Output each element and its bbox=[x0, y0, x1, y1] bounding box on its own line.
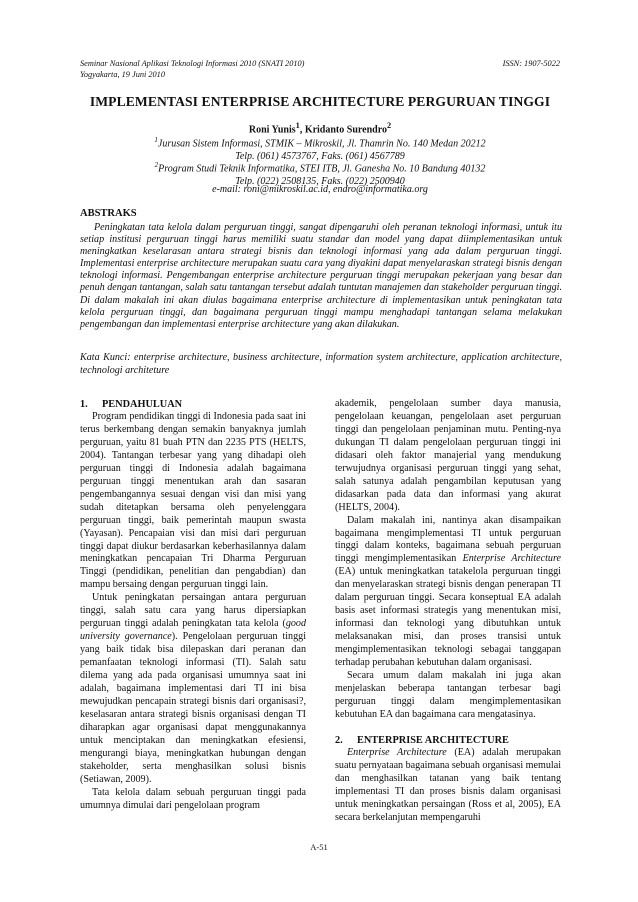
affiliation-contact: Telp. (022) 2508135, Faks. (022) 2500940 bbox=[235, 175, 405, 187]
paragraph bbox=[335, 747, 561, 825]
paragraph: Program pendidikan tinggi di Indonesia pada saat ini terus berkembang dengan semakin banyaknya jumlah perguruan, yaitu 81 buah PTN dan 2235 PTS (HELTS, 2004). Tantangan terbesar yang yang dihadapi oleh perguruan tinggi di Indonesia adalah bagaimana perguruan tinggi menentukan arah dan sasaran pengembangannya sesuai dengan visi dan misi yang sudah ditetapkan bersama oleh penyelenggara perguruan tinggi, baik pemerintah maupun swasta (Yayasan). Pencapaian visi dan misi dari perguruan tinggi dapat diukur berdasarkan keberhasilannya dalam meningkatkan pencapaian Tri Dharma Perguruan Tinggi (pendidikan, penelitian dan pengabdian) dan mampu bersaing dengan perguruan tinggi lain. bbox=[80, 411, 306, 591]
affiliation-mark: 1 bbox=[154, 136, 158, 144]
section-title: PENDAHULUAN bbox=[102, 399, 183, 410]
paragraph: Tata kelola dalam sebuah perguruan tinggi pada umumnya dimulai dari pengelolaan program bbox=[80, 786, 306, 811]
paragraph bbox=[80, 592, 306, 786]
issn: ISSN: 1907-5022 bbox=[502, 59, 560, 68]
paper-title: IMPLEMENTASI ENTERPRISE ARCHITECTURE PERGURUAN TINGGI bbox=[89, 94, 551, 109]
running-header bbox=[80, 58, 560, 80]
section-number: 2. bbox=[335, 734, 343, 746]
emphasis: good university governance bbox=[80, 618, 306, 643]
abstract-text: Peningkatan tata kelola dalam perguruan tinggi, sangat dipengaruhi oleh peranan teknologi informasi, untuk itu setiap institusi perguruan tinggi harus memiliki suatu standar dan model yang dapat diimplementasikan untuk meningkatkan keselarasan antara strategi bisnis dan teknologi informasi yang ada dalam perguruan tinggi. Implementasi enterprise architecture merupakan suatu cara yang diyakini dapat menyelaraskan strategi bisnis dengan teknologi informasi. Pengembangan enterprise architecture perguruan tinggi merupakan pekerjaan yang besar dan penuh dengan tantangan, salah satu tantangan tersebut adalah tuntutan manajemen dan stakeholder perguruan tinggi. Di dalam makalah ini akan diulas bagaimana enterprise architecture di implementasikan untuk peningkatan tata kelola perguruan tinggi, dan bagaimana perguruan tinggi mampu menghadapi tantangan selama melakukan pengembangan dan implementasi enterprise architecture yang akan dilakukan. bbox=[80, 222, 562, 330]
column-right bbox=[335, 398, 561, 825]
author-name: Roni Yunis bbox=[248, 124, 296, 136]
author-email: e-mail: roni@mikroskil.ac.id, endro@informatika.org bbox=[212, 184, 428, 195]
paragraph-text: (EA) untuk meningkatkan tatakelola perguruan tinggi dan menyelaraskan strategi bisnis dengan penerapan TI dalam perguruan tinggi. Secara konseptual EA adalah basis aset informasi strategis yang menentukan misi, informasi dan teknologi yang dibutuhkan untuk melaksanakan misi, dan proses transisi untuk mengimplementasikan teknologi sebagai tanggapan terhadap perubahan kebutuhan dalam organisasi. bbox=[335, 566, 561, 669]
paragraph-text: (EA) adalah merupakan suatu pernyataan bagaimana sebuah organisasi memulai dan menghasilkan tatanan yang baik tentang implementasi TI dan proses bisnis dalam organisasi untuk meningkatkan persaingan (Ross et al, 2005), EA secara berkelanjutan mempengaruhi bbox=[335, 746, 562, 823]
emphasis: Enterprise Architecture bbox=[462, 553, 562, 565]
section-number: 1. bbox=[80, 399, 88, 410]
paragraph-text: Dalam makalah ini, nantinya akan disampaikan bagaimana mengimplementasi TI untuk perguruan tinggi dalam konteks, bagaimana sebuah perguruan tinggi mengimplementasikan bbox=[335, 514, 561, 565]
conference-location-date: Yogyakarta, 19 Juni 2010 bbox=[80, 70, 165, 79]
section-heading bbox=[335, 734, 561, 747]
column-left bbox=[80, 398, 306, 813]
paragraph-text: Untuk peningkatan persaingan antara perguruan tinggi, salah satu cara yang harus dipersiapkan perguruan tinggi adalah peningkatan tata kelola ( bbox=[80, 592, 306, 630]
author-separator: , bbox=[299, 124, 305, 136]
author-affil-mark: 1 bbox=[295, 121, 300, 130]
section-heading bbox=[80, 398, 306, 411]
affiliation-contact: Telp. (061) 4573767, Faks. (061) 4567789 bbox=[235, 150, 405, 162]
author-affil-mark: 2 bbox=[386, 121, 392, 130]
paragraph-text: ). Pengelolaan perguruan tinggi yang baik tidak bisa dilepaskan dari peranan dan pemanfaatan teknologi informasi (TI). Salah satu dilema yang ada pada organisasi umumnya saat ini adalah, bagaimana implementasi dari TI ini bisa mewujudkan pencapain strategi bisnis dari organisasi?, keselasaran antara strategi bisnis organisasi dengan TI diharapkan agar organisasi dapat menggunakannya untuk menciptakan dan meningkatkan efesiensi, mengurangi biaya, meningkatkan hubungan dengan stakeholder, serta menghasilkan solusi bisnis (Setiawan, 2009). bbox=[80, 631, 306, 785]
affiliation-mark: 2 bbox=[154, 161, 159, 169]
keywords: Kata Kunci: enterprise architecture, business architecture, information system architecture, application architecture, technologi architeture bbox=[80, 352, 562, 376]
author-name: Kridanto Surendro bbox=[304, 124, 387, 136]
section-title: ENTERPRISE ARCHITECTURE bbox=[357, 734, 509, 746]
affiliation-address: Jurusan Sistem Informasi, STMIK – Mikroskil, Jl. Thamrin No. 140 Medan 20212 bbox=[157, 138, 486, 150]
conference-name: Seminar Nasional Aplikasi Teknologi Informasi 2010 (SNATI 2010) bbox=[80, 59, 305, 68]
paragraph: akademik, pengelolaan sumber daya manusia, pengelolaan keuangan, pengelolaan aset perguruan tinggi dan pengelolaan penjaminan mutu. Penting-nya dukungan TI dalam pengelolaan perguruan tinggi ini didasari oleh faktor manajerial yang mendukung terwujudnya organisasi perguruan tinggi yang sehat, salah satunya adalah pengambilan keputusan yang didasarkan pada data dan informasi yang akurat (HELTS, 2004). bbox=[335, 398, 561, 513]
affiliation-address: Program Studi Teknik Informatika, STEI ITB, Jl. Ganesha No. 10 Bandung 40132 bbox=[158, 163, 486, 175]
paragraph: Secara umum dalam makalah ini juga akan menjelaskan beberapa tantangan terbesar bagi perguruan tinggi dalam mengimplementasikan kebutuhan EA dan bagaimana cara mengatasinya. bbox=[335, 670, 561, 720]
emphasis: Enterprise Architecture bbox=[347, 746, 447, 758]
paragraph bbox=[335, 515, 561, 670]
page-number: A-51 bbox=[310, 842, 328, 852]
abstract-heading: ABSTRAKS bbox=[80, 208, 137, 219]
